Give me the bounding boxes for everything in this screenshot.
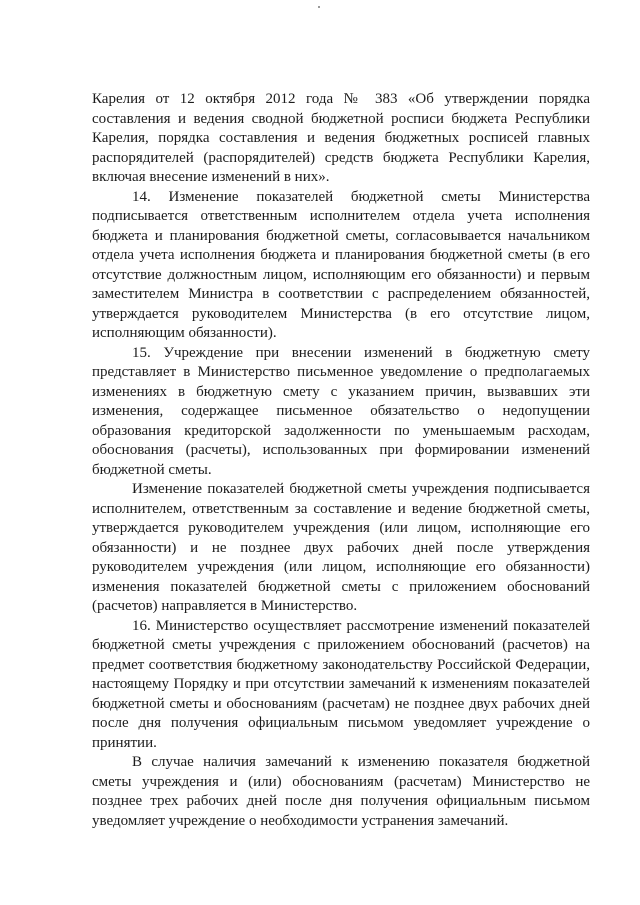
document-body <box>92 90 590 831</box>
paragraph-continuation: Карелия от 12 октября 2012 года № 383 «Об утверждении порядка составления и ведения сводной бюджетной росписи бюджета Республики Карелия, порядка составления и ведения бюджетных росписей главных распорядителей (распорядителей) средств бюджета Республики Карелия, включая внесение изменений в них». <box>92 91 590 185</box>
paragraph-16-continued: В случае наличия замечаний к изменению показателя бюджетной сметы учреждения и (или) обоснованиям (расчетам) Министерство не позднее трех рабочих дней после дня получения официальным письмом уведомляет учреждение о необходимости устранения замечаний. <box>92 754 590 829</box>
paragraph-14: 14. Изменение показателей бюджетной сметы Министерства подписывается ответственным исполнителем отдела учета исполнения бюджета и планирования бюджетной сметы, согласовывается начальником отдела учета исполнения бюджета и планирования бюджетной сметы (в его отсутствие должностным лицом, исполняющим его обязанности) и первым заместителем Министра в соответствии с распределением обязанностей, утверждается руководителем Министерства (в его отсутствие лицом, исполняющим обязанности). <box>92 188 590 341</box>
paragraph-15-continued: Изменение показателей бюджетной сметы учреждения подписывается исполнителем, ответственным за составление и ведение бюджетной сметы, утверждается руководителем учреждения (или лицом, исполняющие его обязанности) и не позднее двух рабочих дней после утверждения руководителем учреждения (или лицом, исполняющие его обязанности) изменения показателей бюджетной сметы с приложением обоснований (расчетов) направляется в Министерство. <box>92 481 590 614</box>
paragraph-15: 15. Учреждение при внесении изменений в бюджетную смету представляет в Министерство письменное уведомление о предполагаемых изменениях в бюджетную смету с указанием причин, вызвавших эти изменения, содержащее письменное обязательство о недопущении образования кредиторской задолженности по уменьшаемым расходам, обоснования (расчеты), использованных при формировании изменений бюджетной сметы. <box>92 344 590 478</box>
paragraph-16: 16. Министерство осуществляет рассмотрение изменений показателей бюджетной сметы учреждения с приложением обоснований (расчетов) на предмет соответствия бюджетному законодательству Российской Федерации, настоящему Порядку и при отсутствии замечаний к изменениям показателей бюджетной сметы и обоснованиям (расчетам) не позднее двух рабочих дней после дня получения официальным письмом уведомляет учреждение о принятии. <box>92 617 590 751</box>
page-header-mark <box>318 6 320 8</box>
